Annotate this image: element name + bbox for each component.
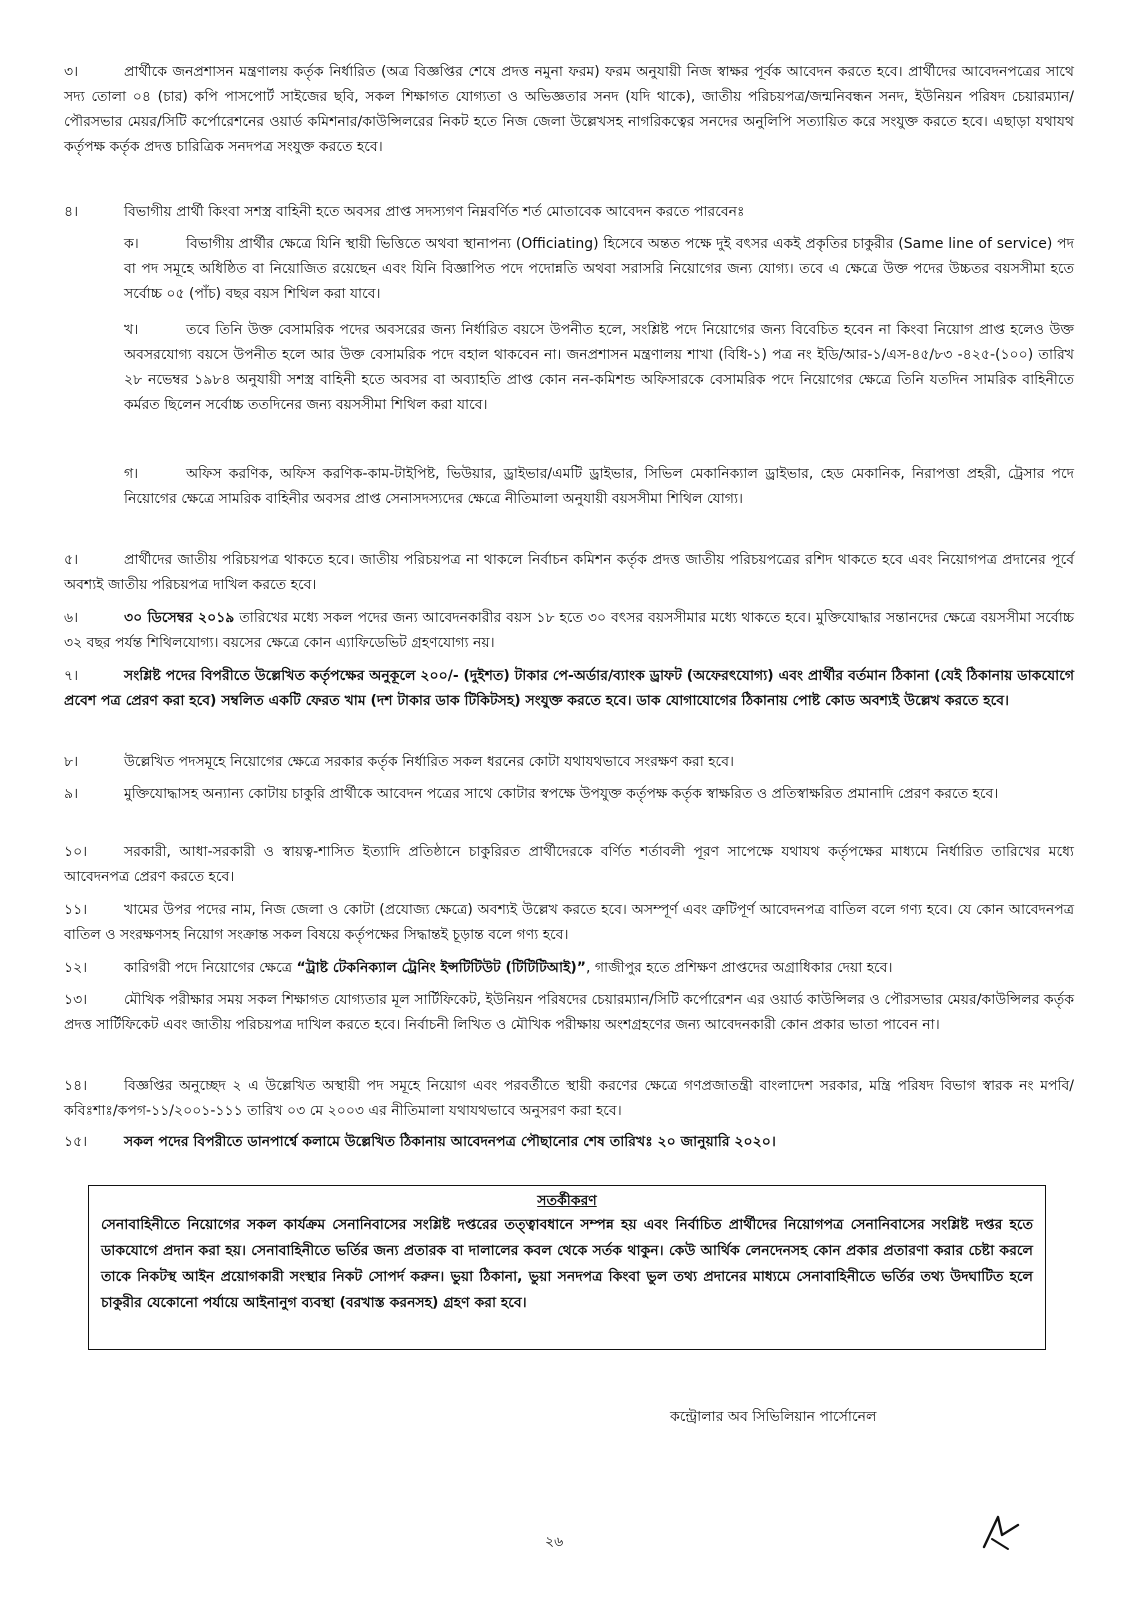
clause-text: খামের উপর পদের নাম, নিজ জেলা ও কোটা (প্রযোজ্য ক্ষেত্রে) অবশ্যই উল্লেখ করতে হবে। অসম্পূর্ণ এবং ত্রুটিপূর্ণ আবেদনপত্র বাতিল বলে গণ্য হবে। যে কোন আবেদনপত্র বাতিল ও সংরক্ষণসহ নিয়োগ সংক্রান্ত সকল বিষয়ে কর্তৃপক্ষের সিদ্ধান্তই চূড়ান্ত বলে গণ্য হবে। (64, 902, 1074, 943)
sub-clause-ga (124, 462, 1074, 512)
clause-text: প্রার্থীকে জনপ্রশাসন মন্ত্রণালয় কর্তৃক নির্ধারিত (অত্র বিজ্ঞপ্তির শেষে প্রদত্ত নমুনা ফরম) ফরম অনুযায়ী নিজ স্বাক্ষর পূর্বক আবেদন করতে হবে। প্রার্থীদের আবেদনপত্রের সাথে সদ্য তোলা ০৪ (চার) কপি পাসপোর্ট সাইজের ছবি, সকল শিক্ষাগত যোগ্যতা ও অভিজ্ঞতার সনদ (যদি থাকে), জাতীয় পরিচয়পত্র/জন্মনিবন্ধন সনদ, ইউনিয়ন পরিষদ চেয়ারম্যান/পৌরসভার মেয়র/সিটি কর্পোরেশনের ওয়ার্ড কমিশনার/কাউন্সিলরের নিকট হতে নিজ জেলা উল্লেখসহ নাগরিকত্বের সনদের অনুলিপি সত্যায়িত করে সংযুক্ত করতে হবে। এছাড়া যথাযথ কর্তৃপক্ষ কর্তৃক প্রদত্ত চারিত্রিক সনদপত্র সংযুক্ত করতে হবে। (64, 64, 1074, 155)
clause-number: ৫। (64, 552, 79, 568)
institute-name: “ট্রাষ্ট টেকনিক্যাল ট্রেনিং ইন্সটিটিউট (টিটিটিআই)” (296, 960, 586, 976)
clause-number: ১৩। (64, 992, 88, 1008)
clause-number: ৯। (64, 786, 79, 802)
warning-title: সতর্কীকরণ (537, 1193, 597, 1209)
sub-clause-number: খ। (124, 322, 139, 338)
clause-11 (64, 898, 1074, 948)
clause-13 (64, 988, 1074, 1038)
clause-4 (64, 200, 1074, 225)
deadline-date: ৩০ ডিসেম্বর ২০১৯ (124, 610, 235, 626)
clause-number: ৬। (64, 610, 79, 626)
sub-clause-text: বিভাগীয় প্রার্থীর ক্ষেত্রে যিনি স্থায়ী ভিত্তিতে অথবা স্থানাপন্য (Officiating) হিসেবে অন্তত পক্ষে দুই বৎসর একই প্রকৃতির চাকুরীর (Same line of service) পদ বা পদ সমূহে অধিষ্ঠিত বা নিয়োজিত রয়েছেন এবং যিনি বিজ্ঞাপিত পদে পদোন্নতি অথবা সরাসরি নিয়োগের জন্য যোগ্য। তবে এ ক্ষেত্রে উক্ত পদের উচ্চতর বয়সসীমা হতে সর্বোচ্চ ০৫ (পাঁচ) বছর বয়স শিথিল করা যাবে। (124, 236, 1074, 302)
sub-clause-text: অফিস করণিক, অফিস করণিক-কাম-টাইপিষ্ট, ভিউয়ার, ড্রাইভার/এমটি ড্রাইভার, সিভিল মেকানিক্যাল ড্রাইভার, হেড মেকানিক, নিরাপত্তা প্রহরী, ট্রেসার পদে নিয়োগের ক্ষেত্রে সামরিক বাহিনীর অবসর প্রাপ্ত সেনাসদস্যদের ক্ষেত্রে নীতিমালা অনুযায়ী বয়সসীমা শিথিল যোগ্য। (124, 466, 1074, 507)
clause-number: ১০। (64, 844, 88, 860)
clause-text: প্রার্থীদের জাতীয় পরিচয়পত্র থাকতে হবে। জাতীয় পরিচয়পত্র না থাকলে নির্বাচন কমিশন কর্তৃক প্রদত্ত জাতীয় পরিচয়পত্রের রশিদ থাকতে হবে এবং নিয়োগপত্র প্রদানের পূর্বে অবশ্যই জাতীয় পরিচয়পত্র দাখিল করতে হবে। (64, 552, 1074, 593)
warning-body: সেনাবাহিনীতে নিয়োগের সকল কার্যক্রম সেনানিবাসের সংশ্লিষ্ট দপ্তরের তত্ত্বাবধানে সম্পন্ন হয় এবং নির্বাচিত প্রার্থীদের নিয়োগপত্র সেনানিবাসের সংশ্লিষ্ট দপ্তর হতে ডাকযোগে প্রদান করা হয়। সেনাবাহিনীতে ভর্তির জন্য প্রতারক বা দালালের কবল থেকে সর্তক থাকুন। কেউ আর্থিক লেনদেনসহ কোন প্রকার প্রতারণা করার চেষ্টা করলে তাকে নিকটস্থ আইন প্রয়োগকারী সংস্থার নিকট সোপর্দ করুন। ভুয়া ঠিকানা, ভুয়া সনদপত্র কিংবা ভুল তথ্য প্রদানের মাধ্যমে সেনাবাহিনীতে ভর্তির তথ্য উদঘাটিত হলে চাকুরীর যেকোনো পর্যায়ে আইনানুগ ব্যবস্থা (বরখাস্ত করনসহ) গ্রহণ করা হবে। (101, 1217, 1033, 1311)
initial-mark-icon (978, 1513, 1024, 1553)
clause-number: ১২। (64, 960, 88, 976)
page-number: ২৬ (545, 1534, 564, 1550)
clause-number: ১৪। (64, 1078, 88, 1094)
clause-12 (64, 956, 1074, 981)
clause-text: বিভাগীয় প্রার্থী কিংবা সশস্ত্র বাহিনী হতে অবসর প্রাপ্ত সদস্যগণ নিম্নবর্ণিত শর্ত মোতাবেক আবেদন করতে পারবেনঃ (124, 204, 745, 220)
clause-number: ১১। (64, 902, 88, 918)
clause-8 (64, 750, 1074, 775)
clause-3 (64, 60, 1074, 160)
clause-15 (64, 1130, 1074, 1155)
clause-text: বিজ্ঞপ্তির অনুচ্ছেদ ২ এ উল্লেখিত অস্থায়ী পদ সমূহে নিয়োগ এবং পরবর্তীতে স্থায়ী করণের ক্ষেত্রে গণপ্রজাতন্ত্রী বাংলাদেশ সরকার, মন্ত্রি পরিষদ বিভাগ স্বারক নং মপবি/কবিঃশাঃ/কপগ-১১/২০০১-১১১ তারিখ ০৩ মে ২০০৩ এর নীতিমালা যথাযথভাবে অনুসরণ করা হবে। (64, 1078, 1074, 1119)
clause-number: ৮। (64, 754, 79, 770)
clause-text: সংশ্লিষ্ট পদের বিপরীতে উল্লেখিত কর্তৃপক্ষের অনুকূলে ২০০/- (দুইশত) টাকার পে-অর্ডার/ব্যাংক ড্রাফট (অফেরৎযোগ্য) এবং প্রার্থীর বর্তমান ঠিকানা (যেই ঠিকানায় ডাকযোগে প্রবেশ পত্র প্রেরণ করা হবে) সম্বলিত একটি ফেরত খাম (দশ টাকার ডাক টিকিটসহ) সংযুক্ত করতে হবে। ডাক যোগাযোগের ঠিকানায় পোষ্ট কোড অবশ্যই উল্লেখ করতে হবে। (64, 668, 1074, 709)
clause-number: ৩। (64, 64, 79, 80)
clause-9 (64, 782, 1074, 807)
clause-text: কারিগরী পদে নিয়োগের ক্ষেত্রে “ট্রাষ্ট টেকনিক্যাল ট্রেনিং ইন্সটিটিউট (টিটিটিআই)”, গাজীপুর হতে প্রশিক্ষণ প্রাপ্তদের অগ্রাধিকার দেয়া হবে। (124, 960, 893, 976)
clause-6 (64, 606, 1074, 656)
clause-text: মুক্তিযোদ্ধাসহ অন্যান্য কোটায় চাকুরি প্রার্থীকে আবেদন পত্রের সাথে কোটার স্বপক্ষে উপযুক্ত কর্তৃপক্ষ কর্তৃক স্বাক্ষরিত ও প্রতিস্বাক্ষরিত প্রমানাদি প্রেরণ করতে হবে। (124, 786, 999, 802)
sub-clause-ka (124, 232, 1074, 307)
clause-number: ৭। (64, 668, 79, 684)
signature-designation: কন্ট্রোলার অব সিভিলিয়ান পার্সোনেল (670, 1409, 877, 1425)
clause-14 (64, 1074, 1074, 1124)
clause-number: ১৫। (64, 1134, 88, 1150)
clause-5 (64, 548, 1074, 598)
clause-text: সকল পদের বিপরীতে ডানপার্শ্বে কলামে উল্লেখিত ঠিকানায় আবেদনপত্র পৌছানোর শেষ তারিখঃ ২০ জানুয়ারি ২০২০। (124, 1134, 776, 1150)
clause-10 (64, 840, 1074, 890)
clause-text: ৩০ ডিসেম্বর ২০১৯ তারিখের মধ্যে সকল পদের জন্য আবেদনকারীর বয়স ১৮ হতে ৩০ বৎসর বয়সসীমার মধ্যে থাকতে হবে। মুক্তিযোদ্ধার সন্তানদের ক্ষেত্রে বয়সসীমা সর্বোচ্চ ৩২ বছর পর্যন্ত শিথিলযোগ্য। বয়সের ক্ষেত্রে কোন এ্যাফিডেভিট গ্রহণযোগ্য নয়। (64, 610, 1074, 651)
clause-text: সরকারী, আধা-সরকারী ও স্বায়ত্ব-শাসিত ইত্যাদি প্রতিষ্ঠানে চাকুরিরত প্রার্থীদেরকে বর্ণিত শর্তাবলী পূরণ সাপেক্ষে যথাযথ কর্তৃপক্ষের মাধ্যমে নির্ধারিত তারিখের মধ্যে আবেদনপত্র প্রেরণ করতে হবে। (64, 844, 1074, 885)
sub-clause-number: ক। (124, 236, 139, 252)
warning-box (88, 1185, 1046, 1350)
clause-number: ৪। (64, 204, 79, 220)
clause-text: মৌখিক পরীক্ষার সময় সকল শিক্ষাগত যোগ্যতার মূল সার্টিফিকেট, ইউনিয়ন পরিষদের চেয়ারম্যান/সিটি কর্পোরেশন এর ওয়ার্ড কাউন্সিলর ও পৌরসভার মেয়র/কাউন্সিলর কর্তৃক প্রদত্ত সার্টিফিকেট এবং জাতীয় পরিচয়পত্র দাখিল করতে হবে। নির্বাচনী লিখিত ও মৌখিক পরীক্ষায় অংশগ্রহণের জন্য আবেদনকারী কোন প্রকার ভাতা পাবেন না। (64, 992, 1074, 1033)
sub-clause-kha (124, 318, 1074, 418)
clause-7 (64, 664, 1074, 714)
sub-clause-number: গ। (124, 466, 139, 482)
sub-clause-text: তবে তিনি উক্ত বেসামরিক পদের অবসরের জন্য নির্ধারিত বয়সে উপনীত হলে, সংশ্লিষ্ট পদে নিয়োগের জন্য বিবেচিত হবেন না কিংবা নিয়োগ প্রাপ্ত হলেও উক্ত অবসরযোগ্য বয়সে উপনীত হলে আর উক্ত বেসামরিক পদে বহাল থাকবেন না। জনপ্রশাসন মন্ত্রণালয় শাখা (বিধি-১) পত্র নং ইডি/আর-১/এস-৪৫/৮৩ -৪২৫-(১০০) তারিখ ২৮ নভেম্বর ১৯৮৪ অনুযায়ী সশস্ত্র বাহিনী হতে অবসর বা অব্যাহতি প্রাপ্ত কোন নন-কমিশন্ড অফিসারকে বেসামরিক পদে নিয়োগের ক্ষেত্রে তিনি যতদিন সামরিক বাহিনীতে কর্মরত ছিলেন সর্বোচ্চ ততদিনের জন্য বয়সসীমা শিথিল করা যাবে। (124, 322, 1074, 413)
clause-text: উল্লেখিত পদসমূহে নিয়োগের ক্ষেত্রে সরকার কর্তৃক নির্ধারিত সকল ধরনের কোটা যথাযথভাবে সংরক্ষণ করা হবে। (124, 754, 734, 770)
